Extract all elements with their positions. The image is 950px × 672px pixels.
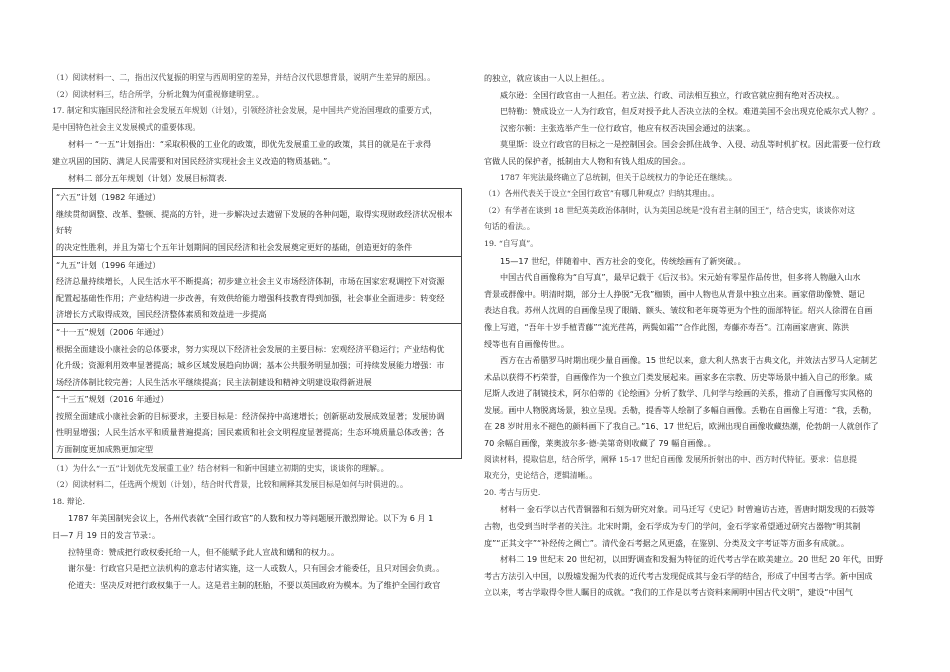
q17-material1-line: 材料一 “一五”计划指出：“采取积极的工业化的政策，即优先发展重工业的政策，其目的就是在于求得 <box>68 139 432 150</box>
q18-intro-line: 1787 年美国制宪会议上，各州代表就“全国行政官”的人数和权力等问题展开激烈辩论。以下为 6 月 1 <box>68 513 434 524</box>
q20-heading: 20. 考古与历史. <box>484 487 541 497</box>
q17-material2-title: 材料二 部分五年规划（计划）发展目标简表. <box>68 172 227 183</box>
q18-intro-line: 日—7 月 19 日的发言节录：。 <box>52 530 161 541</box>
right-column <box>484 70 908 601</box>
q20-material1-line: 度”“正其文字”“补经传之阙亡”。清代金石考据之风更盛，在鉴别、分类及文字考证等方面多有成就。。 <box>484 537 849 548</box>
plan-line: 配置起基础性作用；产业结构进一步改善，有效供给能力增强科技教育得到加强，社会事业全面进步：转变经 <box>56 292 445 303</box>
plan-line: 化升级；资源利用效率显著提高；城乡区域发展趋向协调；基本公共服务明显加强；可持续发展能力增强：市 <box>56 360 445 371</box>
q17-intro-line: 17. 制定和实施国民经济和社会发展五年规划（计划），引领经济社会发展，是中国共产党治国理政的重要方式， <box>52 106 438 116</box>
q19-paragraph-line: 背景或群像中。明清时期，部分士人挣脱“无我”枷锁，画中人物也从背景中独立出来。画家借助像赞、题记 <box>484 288 865 299</box>
q18-speech: 巴特勒：赞成设立一人为行政官，但反对授予此人否决立法的全权。难道美国不会出现克伦威尔式人物？。 <box>500 106 881 117</box>
q18-speech-continuation: 的独立，就应该由一人以上担任。。 <box>484 73 610 83</box>
q18-speech: 拉特里奇：赞成把行政权委托给一人，但不能赋予此人宣战和媾和的权力。。 <box>68 546 340 557</box>
plan-line: 的决定性胜利，并且为第七个五年计划期间的国民经济和社会发展奠定更好的基础，创造更好的条件 <box>56 241 413 252</box>
q18-question-1: （1）各州代表关于设立“全国行政官”有哪几种观点？归纳其理由。。 <box>484 189 720 199</box>
plan-line: 经济总量持续增长，人民生活水平不断提高；初步建立社会主义市场经济体制，市场在国家宏观调控下对资源 <box>56 276 445 287</box>
q18-speech: 莫里斯：设立行政官的目标之一是控制国会。国会会抓住战争、入侵、动乱等时机扩权。因此需要一位行政 <box>500 139 881 150</box>
plan-line: 场经济体制比较完善；人民生活水平继续提高；民主法制建设和精神文明建设取得新进展 <box>56 376 372 387</box>
q19-paragraph-line: 15—17 世纪，伴随着中、西方社会的变化，传统绘画有了新突破。。 <box>500 255 746 266</box>
plan-line: 根据全面建设小康社会的总体要求，努力实现以下经济社会发展的主要目标：宏观经济平稳运行；产业结构优 <box>56 343 445 354</box>
q19-task: 取充分，史论结合，逻辑清晰。。 <box>484 471 598 481</box>
plan-row <box>53 391 461 457</box>
q17-question-2: （2）阅读材料二，任选两个规划（计划），结合时代背景，比较和阐释其发展目标是如何与时俱进的。。 <box>52 480 408 490</box>
q20-material1-line: 材料一 金石学以古代青铜器和石刻为研究对象。司马迁写《史记》时曾遍访古迹，晋唐时期发现的石鼓等 <box>500 504 875 515</box>
q20-material2-line: 考古方法引入中国，以殷墟发掘为代表的近代考古发现促成其与金石学的结合，形成了中国考古学。新中国成 <box>484 570 873 581</box>
q19-paragraph-line: 像上写道，“吾年十岁手植青藤”“流光荏苒，两鬓如霜”“合作此图，寿藤亦寿吾”。江南画家唐寅、陈洪 <box>484 321 850 332</box>
plan-row <box>53 189 461 256</box>
plan-line: 性明显增强；人民生活水平和质量普遍提高；国民素质和社会文明程度显著提高；生态环境质量总体改善；各 <box>56 427 445 438</box>
left-column <box>52 70 462 593</box>
q16-question-2: （2）阅读材料三，结合所学，分析北魏为何重视修建明堂。。 <box>52 89 264 99</box>
plan-row <box>53 324 461 391</box>
q19-paragraph-line: 发展。画中人物脱离场景，独立呈现。丢勒，提香等人绘制了多幅自画像。丢勒在自画像上写道：“我，丢勒， <box>484 404 877 415</box>
plan-line: 方面制度更加成熟更加定型 <box>56 444 154 455</box>
q19-paragraph-line: 70 余幅自画像，莱奥波尔多·德·美第奇则收藏了 79 幅自画像。。 <box>484 438 716 449</box>
q19-paragraph-line: 术品以获得不朽荣誉，自画像作为一个独立门类发展起来。画家多在宗教、历史等场景中插入自己的形象。威 <box>484 371 873 382</box>
q19-paragraph-line: 尼斯人改进了制镜技术，阿尔伯蒂的《论绘画》分析了数学、几何学与绘画的关系，推动了自画像写实风格的 <box>484 388 873 399</box>
q18-speech: 汉密尔顿：主张选举产生一位行政官，他应有权否决国会通过的法案。。 <box>500 122 755 133</box>
plan-line: 继续贯彻调整、改革、整顿、提高的方针，进一步解决过去遗留下发展的各种问题，取得实现财政经济状况根本好转 <box>56 208 453 236</box>
q17-intro-line: 是中国特色社会主义发展模式的重要体现。 <box>52 122 201 132</box>
plan-line: 济增长方式取得成效，国民经济整体素质和效益进一步提高 <box>56 309 267 320</box>
q17-material1-line: 建立巩固的国防、满足人民需要和对国民经济实现社会主义改造的物质基础。”。 <box>52 155 336 166</box>
q19-paragraph-line: 表达自我。苏州人沈周的自画像呈现了眼睛、额头、皱纹和老年斑等更为个性的面部特征。绍兴人徐渭在自画 <box>484 305 873 316</box>
q18-question-2: （2）有学者在谈到 18 世纪英美政治体制时，认为美国总统是“没有君主制的国王”，结合史实，谈谈你对这 <box>484 205 855 215</box>
q18-speech: 伦道夫：坚决反对把行政权集于一人。这是君主制的胚胎，不要以英国政府为模本。为了维护全国行政官 <box>68 579 441 590</box>
q19-task: 阅读材料，提取信息，结合所学，阐释 15-17 世纪自画像 发展所折射出的中、西方时代特征。要求：信息提 <box>484 454 857 464</box>
q17-question-1: （1）为什么“一五”计划优先发展重工业？结合材料一和新中国建立初期的史实，谈谈你的理解。。 <box>52 463 389 473</box>
q18-speech: 谢尔曼：行政官只是把立法机构的意志付诸实施，这一人或数人，只有国会才能委任，且只对国会负责。。 <box>68 563 445 574</box>
q20-material2-line: 材料二 19 世纪末 20 世纪初，以田野调查和发掘为特征的近代考古学在欧美建立。20 世纪 20 年代，田野 <box>500 554 883 565</box>
q19-paragraph-line: 西方在古希腊罗马时期出现少量自画像。15 世纪以来，意大利人热衷于古典文化，并效法古罗马人定制艺 <box>500 355 878 366</box>
plan-table <box>52 188 462 459</box>
plan-line: 按照全面建成小康社会新的目标要求，主要目标是：经济保持中高速增长；创新驱动发展成效显著；发展协调 <box>56 410 445 421</box>
q19-paragraph-line: 在 28 岁时用永不褪色的颜料画下了我自己。”16、17 世纪后，欧洲出现自画像收藏热潮，伦勃朗一人就创作了 <box>484 421 879 432</box>
q19-paragraph-line: 中国古代自画像称为“自写真”，最早记载于《后汉书》。宋元始有零星作品传世，但多将人物融入山水 <box>500 272 861 283</box>
q19-paragraph-line: 绶等也有自画像传世。。 <box>484 338 569 349</box>
q20-material1-line: 古物，也受到当时学者的关注。北宋时期，金石学成为专门的学问，金石学家希望通过研究古器物“明其制 <box>484 521 861 532</box>
plan-row <box>53 257 461 324</box>
q18-speech: 威尔逊：全国行政官由一人担任。若立法、行政、司法相互独立，行政官就应拥有绝对否决权。。 <box>500 89 844 100</box>
q19-heading: 19. “自写真”。 <box>484 238 539 248</box>
plan-title: “六五”计划（1982 年通过） <box>56 192 161 203</box>
plan-title: “十三五”规划（2016 年通过） <box>56 394 169 405</box>
q18-question-2-cont: 句话的看法。。 <box>484 222 535 232</box>
q18-speech: 官做人民的保护者，抵制由大人物和有钱人组成的国会。。 <box>484 155 691 166</box>
plan-title: “九五”计划（1996 年通过） <box>56 259 161 270</box>
q18-conclusion: 1787 年宪法最终确立了总统制，但关于总统权力的争论还在继续。。 <box>500 172 737 182</box>
plan-title: “十一五”规划（2006 年通过） <box>56 326 169 337</box>
q18-heading: 18. 辩论. <box>52 496 85 506</box>
q16-question-1: （1）阅读材料一、二，指出汉代复振的明堂与西周明堂的差异，并结合汉代思想背景，说明产生差异的原因。。 <box>52 73 436 82</box>
q20-material2-line: 立以来，考古学取得令世人瞩目的成就。“我们的工作是以考古资料来阐明中国古代文明”，建设“中国气 <box>484 587 853 598</box>
